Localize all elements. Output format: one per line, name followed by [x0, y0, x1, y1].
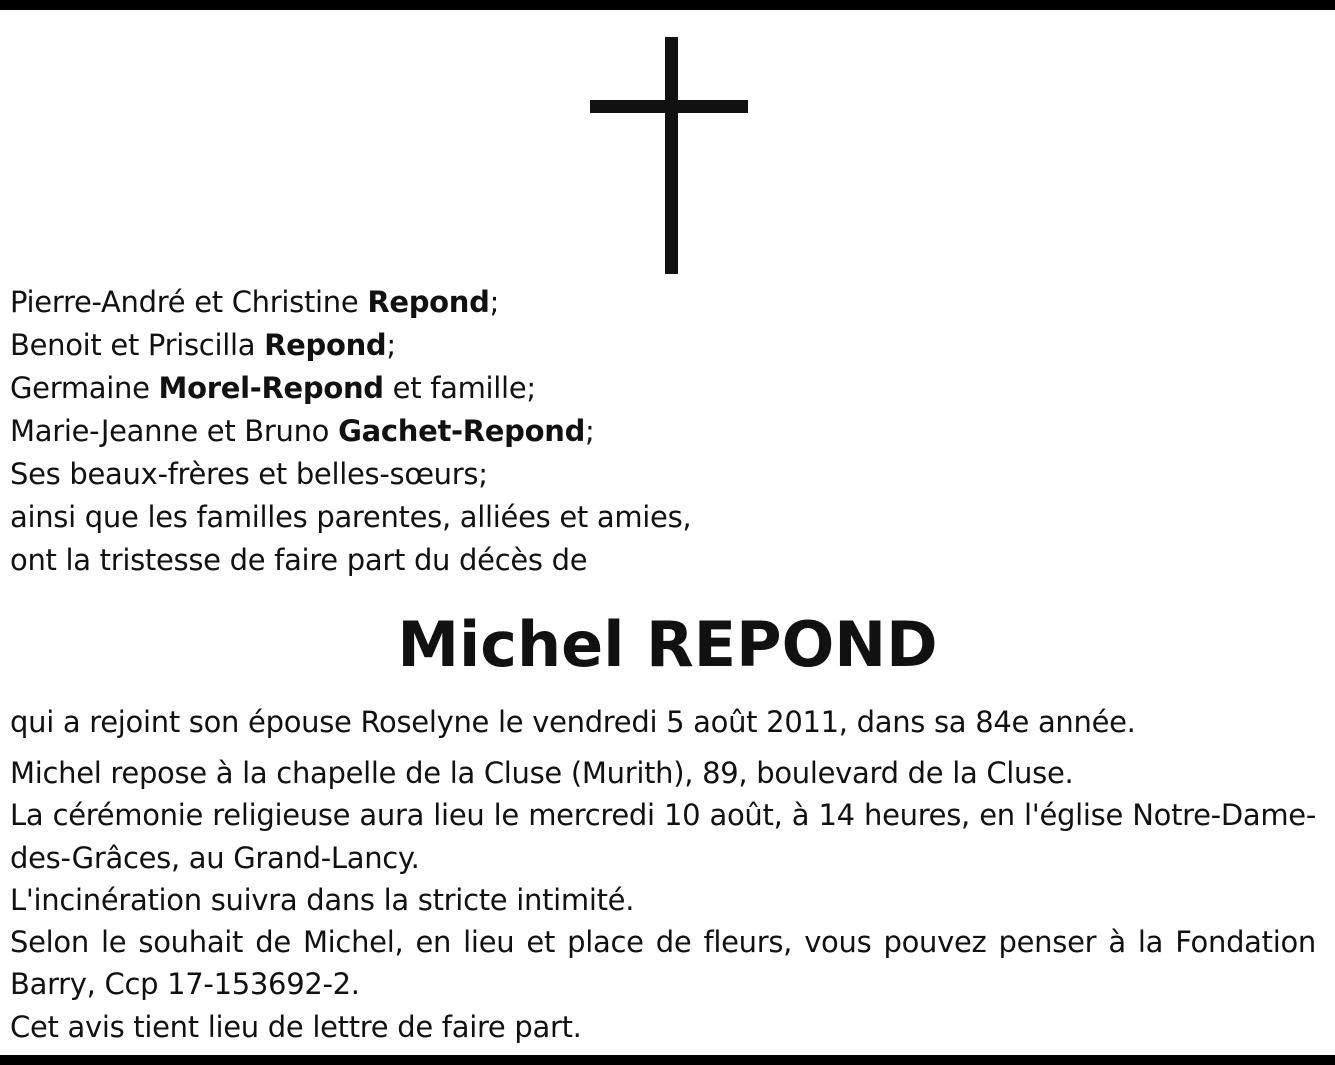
- cross-vertical-bar: [665, 37, 678, 274]
- info-paragraph: Selon le souhait de Michel, en lieu et place de fleurs, vous pouvez penser à la Fondation Barry, Ccp 17-153692-2.: [10, 925, 1316, 1002]
- family-line: Marie-Jeanne et Bruno Gachet-Repond;: [10, 414, 595, 448]
- family-line: Pierre-André et Christine Repond;: [10, 285, 500, 319]
- info-paragraph: L'incinération suivra dans la stricte intimité.: [10, 882, 635, 917]
- top-border: [0, 0, 1335, 10]
- deceased-name: Michel REPOND: [397, 608, 938, 681]
- ceremony-info: [10, 752, 1316, 1048]
- info-paragraph: La cérémonie religieuse aura lieu le mercredi 10 août, à 14 heures, en l'église Notre-Dame-des-Grâces, au Grand-Lancy.: [10, 798, 1316, 875]
- family-line: Benoit et Priscilla Repond;: [10, 328, 396, 362]
- family-surname: Repond: [367, 285, 490, 319]
- rejoint-text: qui a rejoint son épouse Roselyne le vendredi 5 août 2011, dans sa 84e année.: [10, 705, 1136, 739]
- info-paragraph: Michel repose à la chapelle de la Cluse (Murith), 89, boulevard de la Cluse.: [10, 756, 1074, 790]
- bottom-border: [0, 1055, 1335, 1065]
- family-line: ont la tristesse de faire part du décès de: [10, 543, 588, 577]
- family-surname: Repond: [264, 328, 387, 362]
- family-surname: Gachet-Repond: [338, 414, 586, 448]
- family-line: Germaine Morel-Repond et famille;: [10, 371, 536, 405]
- family-line: Ses beaux-frères et belles-sœurs;: [10, 457, 488, 491]
- cross-horizontal-bar: [590, 100, 748, 113]
- family-surname: Morel-Repond: [158, 371, 384, 405]
- family-line: ainsi que les familles parentes, alliées et amies,: [10, 500, 692, 534]
- family-list: [10, 281, 910, 582]
- info-paragraph: Cet avis tient lieu de lettre de faire part.: [10, 1009, 582, 1044]
